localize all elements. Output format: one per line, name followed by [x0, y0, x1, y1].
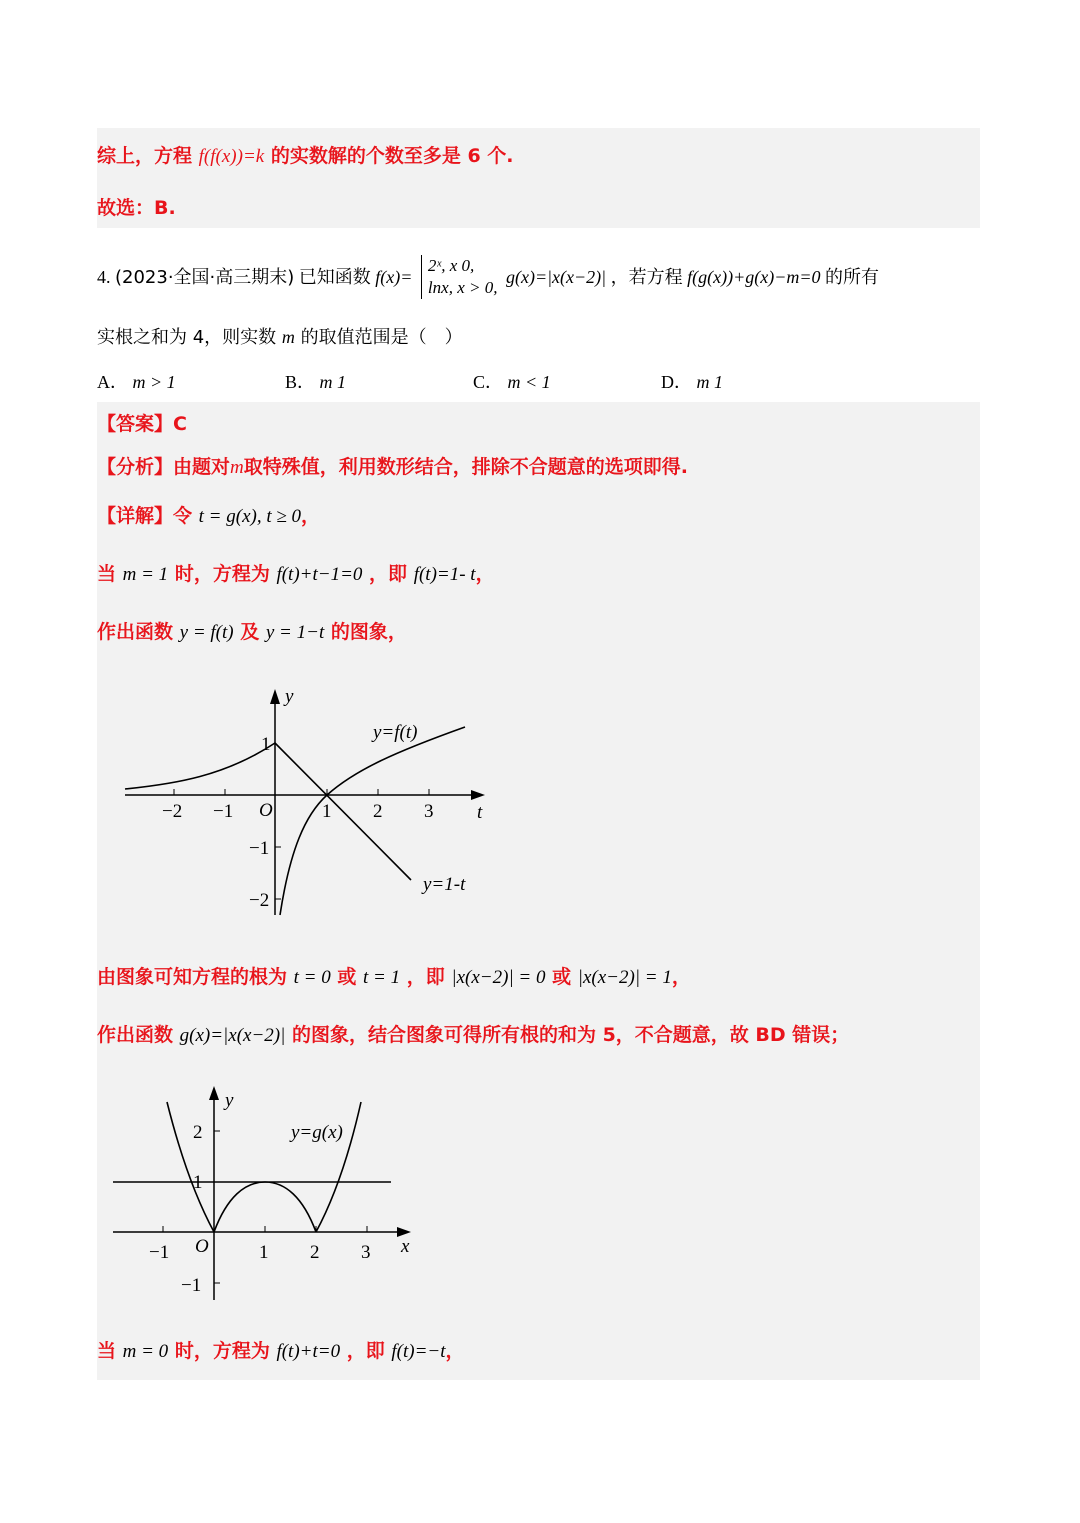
- y-tick-2: 2: [193, 1122, 203, 1143]
- piece-branch-1: 2ˣ, x 0,: [427, 256, 475, 275]
- x-tick-2: 2: [373, 801, 383, 822]
- curve-label: y=g(x): [291, 1122, 343, 1143]
- y-axis-arrow: [209, 1086, 219, 1100]
- origin-label: O: [195, 1236, 209, 1257]
- graph-g: [105, 1080, 425, 1305]
- x-tick-neg2: −2: [162, 801, 183, 822]
- option-a[interactable]: A． m > 1: [97, 372, 176, 392]
- question-equation: f(g(x))+g(x)−m=0: [687, 267, 821, 288]
- y-axis-arrow: [270, 689, 280, 704]
- line-label: y=1-t: [423, 874, 466, 895]
- line-1-minus-t: [275, 743, 411, 880]
- choice-line: 故选：B.: [97, 197, 176, 219]
- x-tick-3: 3: [361, 1242, 371, 1263]
- y-tick-neg1: −1: [181, 1275, 202, 1296]
- t-axis-label: t: [477, 802, 483, 823]
- piece-branch-2: lnx, x > 0,: [427, 278, 498, 297]
- y-tick-1: 1: [193, 1172, 203, 1193]
- question-source: (2023·全国·高三期末): [115, 267, 295, 289]
- option-d[interactable]: D． m 1: [661, 372, 723, 392]
- y-tick-neg1: −1: [249, 838, 270, 859]
- x-tick-2: 2: [310, 1242, 320, 1263]
- question-stem-line1: 4. (2023·全国·高三期末) 已知函数 f(x)= 2ˣ, x 0, lnx, x > 0, g(x)=|x(x−2)| ，若方程 f(g(x))+g(x)−m=0 的所有: [97, 256, 879, 297]
- x-tick-1: 1: [322, 801, 332, 822]
- f-lhs: f(x)=: [375, 267, 413, 288]
- graph-f-and-line: [115, 680, 495, 925]
- analysis-line: 【分析】由题对m取特殊值，利用数形结合，排除不合题意的选项即得.: [97, 456, 688, 478]
- y-tick-neg2: −2: [249, 890, 270, 911]
- step4-line: 作出函数 g(x)=|x(x−2)| 的图象，结合图象可得所有根的和为 5，不合题意，故 BD 错误；: [97, 1024, 850, 1046]
- step1-line: 当 m = 1 时，方程为 f(t)+t−1=0 ，即 f(t)=1- t，: [97, 563, 495, 585]
- curve-label: y=f(t): [373, 722, 418, 743]
- step3-line: 由图象可知方程的根为 t = 0 或 t = 1 ，即 |x(x−2)| = 0 或 |x(x−2)| = 1，: [97, 966, 691, 988]
- option-c[interactable]: C． m < 1: [473, 372, 551, 392]
- exp-branch: [125, 743, 275, 789]
- y-tick-1: 1: [261, 734, 271, 755]
- g-left-branch: [167, 1102, 214, 1232]
- step2-line: 作出函数 y = f(t) 及 y = 1−t 的图象，: [97, 621, 407, 643]
- question-number: 4.: [97, 267, 111, 288]
- summary-line: 综上，方程 f(f(x))=k 的实数解的个数至多是 6 个.: [97, 145, 514, 167]
- piecewise-definition: [421, 255, 498, 299]
- y-axis-label: y: [285, 686, 294, 707]
- question-stem-line2: 实根之和为 4，则实数 m 的取值范围是（ ）: [97, 327, 463, 348]
- y-axis-label: y: [225, 1090, 234, 1111]
- g-middle-hump: [214, 1165, 316, 1232]
- x-tick-1: 1: [259, 1242, 269, 1263]
- detail-line: 【详解】令 t = g(x), t ≥ 0，: [97, 505, 321, 527]
- x-tick-neg1: −1: [213, 801, 234, 822]
- x-axis-label: x: [401, 1236, 410, 1257]
- summary-math: f(f(x))=k: [198, 146, 265, 167]
- origin-label: O: [259, 800, 273, 821]
- step5-line: 当 m = 0 时，方程为 f(t)+t=0 ，即 f(t)=−t，: [97, 1340, 465, 1362]
- option-b[interactable]: B． m 1: [285, 372, 347, 392]
- answer-line: 【答案】C: [97, 413, 187, 435]
- g-definition: g(x)=|x(x−2)|: [505, 267, 607, 288]
- x-tick-3: 3: [424, 801, 434, 822]
- x-tick-neg1: −1: [149, 1242, 170, 1263]
- t-axis-arrow: [471, 790, 485, 800]
- g-hump: [214, 1182, 316, 1232]
